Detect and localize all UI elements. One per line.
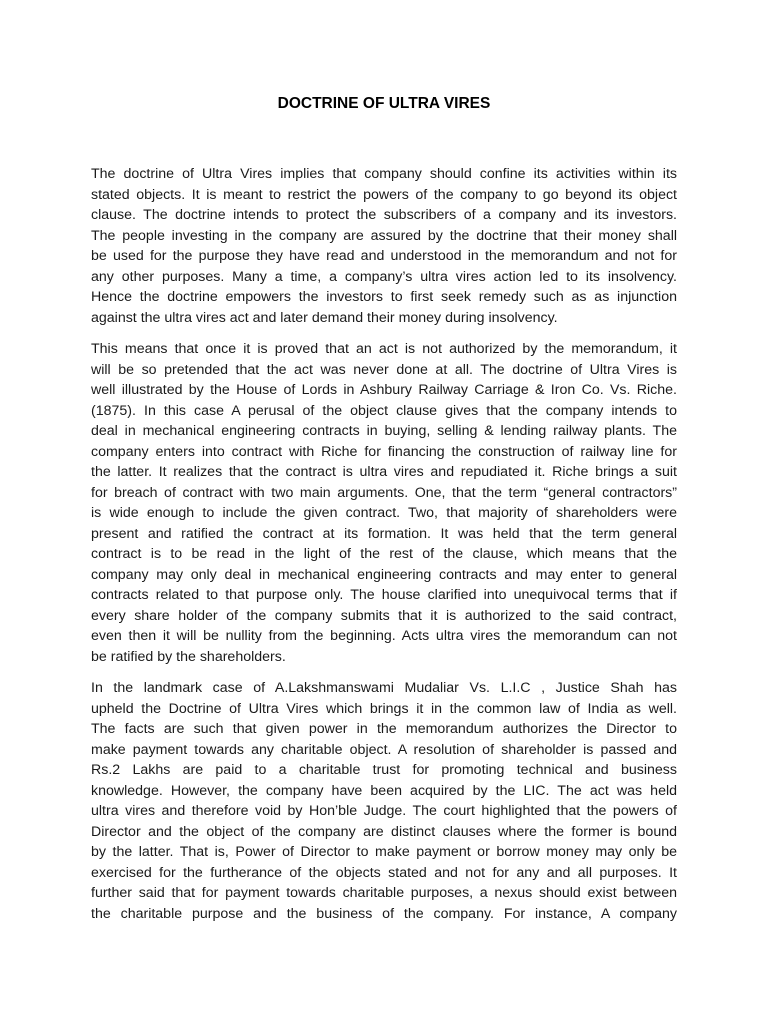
text-line: stated objects. It is meant to restrict the powers of the company to go beyond its object [91, 186, 677, 203]
text-line: The facts are such that given power in the memorandum authorizes the Director to [91, 721, 677, 737]
document-body [91, 164, 677, 935]
text-line: the latter. It realizes that the contract is ultra vires and repudiated it. Riche brings a suit [91, 464, 677, 480]
text-line: Rs.2 Lakhs are paid to a charitable trust for promoting technical and business [91, 762, 677, 778]
text-line: clause. The doctrine intends to protect the subscribers of a company and its investors. [91, 207, 677, 223]
text-line: deal in mechanical engineering contracts in buying, selling & lending railway plants. The [91, 423, 677, 439]
text-line: be ratified by the shareholders. [91, 648, 286, 665]
paragraph-1 [91, 164, 677, 328]
text-line: make payment towards any charitable object. A resolution of shareholder is passed and [91, 741, 677, 758]
paragraph-3 [91, 678, 677, 924]
text-line: will be so pretended that the act was never done at all. The doctrine of Ultra Vires is [91, 361, 677, 378]
text-line: be used for the purpose they have read and understood in the memorandum and not for [91, 248, 677, 264]
text-line: against the ultra vires act and later demand their money during insolvency. [91, 309, 558, 326]
text-line: any other purposes. Many a time, a company’s ultra vires action led to its insolvency. [91, 268, 677, 285]
text-line: every share holder of the company submits that it is authorized to the said contract, [91, 607, 677, 624]
text-line: even then it will be nullity from the beginning. Acts ultra vires the memorandum can not [91, 628, 677, 644]
text-line: The people investing in the company are assured by the doctrine that their money shall [91, 227, 677, 244]
text-line: well illustrated by the House of Lords in Ashbury Railway Carriage & Iron Co. Vs. Riche. [91, 382, 677, 398]
text-line: The doctrine of Ultra Vires implies that company should confine its activities within its [91, 166, 677, 182]
text-line: present and ratified the contract at its formation. It was held that the term general [91, 525, 677, 542]
text-line: knowledge. However, the company have been acquired by the LIC. The act was held [91, 782, 677, 799]
text-line: upheld the Doctrine of Ultra Vires which brings it in the common law of India as well. [91, 700, 677, 717]
text-line: for breach of contract with two main arguments. One, that the term “general contractors” [91, 484, 677, 501]
text-line: company may only deal in mechanical engineering contracts and may enter to general [91, 566, 677, 583]
paragraph-2 [91, 339, 677, 667]
text-line: by the latter. That is, Power of Director to make payment or borrow money may only be [91, 844, 677, 860]
text-line: is wide enough to include the given contract. Two, that majority of shareholders were [91, 505, 677, 521]
text-line: contract is to be read in the light of the rest of the clause, which means that the [91, 546, 677, 562]
text-line: Director and the object of the company are distinct clauses where the former is bound [91, 823, 677, 840]
document-title: DOCTRINE OF ULTRA VIRES [277, 95, 491, 112]
text-line: exercised for the furtherance of the objects stated and not for any and all purposes. It [91, 864, 677, 881]
text-line: contracts related to that purpose only. The house clarified into unequivocal terms that if [91, 587, 677, 603]
text-line: This means that once it is proved that an act is not authorized by the memorandum, it [91, 341, 677, 357]
text-line: (1875). In this case A perusal of the object clause gives that the company intends to [91, 402, 677, 419]
text-line: the charitable purpose and the business of the company. For instance, A company [91, 905, 677, 922]
text-line: further said that for payment towards charitable purposes, a nexus should exist between [91, 885, 677, 901]
text-line: In the landmark case of A.Lakshmanswami Mudaliar Vs. L.I.C , Justice Shah has [91, 680, 677, 696]
text-line: company enters into contract with Riche for financing the construction of railway line for [91, 443, 677, 460]
text-line: ultra vires and therefore void by Hon’ble Judge. The court highlighted that the powers of [91, 803, 677, 819]
text-line: Hence the doctrine empowers the investors to first seek remedy such as as injunction [91, 289, 677, 305]
